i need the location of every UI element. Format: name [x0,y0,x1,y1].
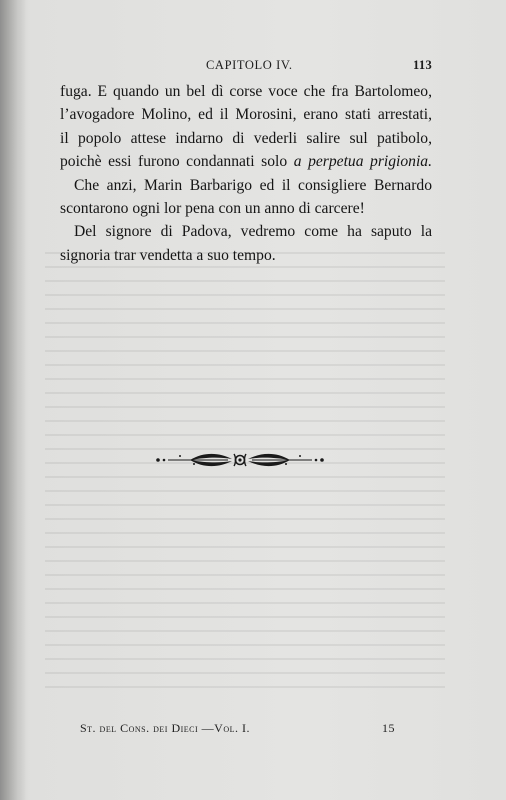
text-line: Del signore di Padova, vedremo come ha saputo la [74,223,432,241]
text-line: Che anzi, Marin Barbarigo ed il consigliere Bernardo [74,176,432,194]
italic-phrase: a perpetua prigionia. [293,153,433,171]
body-text [60,80,432,267]
text-line: signoria trar vendetta a suo tempo. [60,246,276,264]
fleuron-ornament-icon [150,448,330,472]
page-number: 113 [413,58,432,72]
text-line: scontarono ogni lor pena con un anno di carcere! [60,200,365,218]
text-line: il popolo attese indarno di vederli salire sul patibolo, [60,129,432,147]
text-line: l’avogadore Molino, ed il Morosini, erano stati arrestati, [60,106,432,124]
text-line: fuga. E quando un bel dì corse voce che fra Bartolomeo, [60,83,432,100]
binding-shadow [0,0,26,800]
text-line-start: poichè essi furono condannati solo [60,153,288,171]
chapter-title: CAPITOLO IV. [206,58,293,72]
running-head [60,58,432,74]
book-signature: St. del Cons. dei Dieci —Vol. I. [80,721,250,735]
signature-mark: 15 [382,721,395,735]
text-line-with-italic [60,150,432,173]
page-footer [80,721,410,739]
